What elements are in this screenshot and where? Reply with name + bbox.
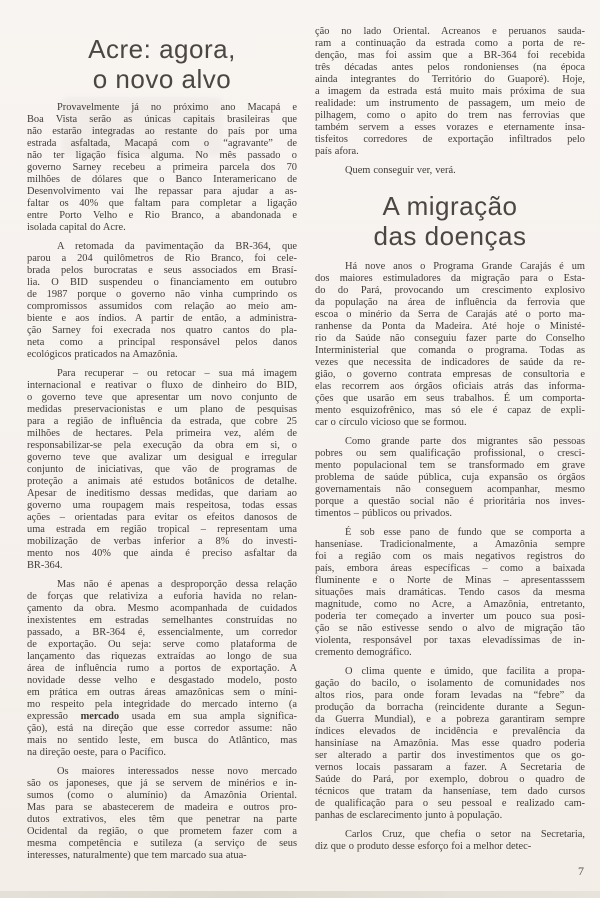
text-line: Mas não é apenas a desproporção dessa relação	[57, 579, 297, 590]
text-line: mo respeito pela integridade do mercado interno (a	[27, 699, 297, 710]
text-line: realidade: um instrumento de passagem, um meio de	[315, 98, 585, 109]
text-line: altos rios, para onde foram levadas na “febre” da	[315, 690, 585, 701]
text-line: de qualificação para o seu pessoal e realizado cam-	[315, 798, 585, 809]
text-line: governo teve que avalizar um desigual e irregular	[27, 452, 297, 463]
text-line: mobilização de verbas inferior a 8% do investi-	[27, 536, 297, 547]
text-line: A retomada da pavimentação da BR-364, que	[57, 241, 297, 252]
text-line: uma estrada em região tropical – representam uma	[27, 524, 297, 535]
text-line: mesma competência e sutileza (a serviço de seus	[27, 838, 297, 849]
text-line: Provavelmente já no próximo ano Macapá e	[57, 102, 297, 113]
text-line: dos maiores estimuladores da migração para o Esta-	[315, 273, 585, 284]
text-line: mento nos 40% que ainda é preciso asfaltar da	[27, 548, 297, 559]
text-line: situações mais dramáticas. Tendo casos da mesma	[315, 587, 585, 598]
text-line: ainda integrantes do Território do Guaporé). Hoje,	[315, 74, 585, 85]
text-line: parou a 204 quilômetros de Rio Branco, foi cele-	[27, 253, 297, 264]
text-line: ram a continuação da estrada como a porta de re-	[315, 38, 585, 49]
paragraph	[315, 666, 585, 822]
text-line: hanseníase. Tradicionalmente, a Amazônia sempre	[315, 539, 585, 550]
text-line: Desenvolvimento vai lhe repassar para ajudar a as-	[27, 186, 297, 197]
text-line: interesses, naturalmente) que tem marcado sua atua-	[27, 850, 247, 861]
text-line: proteção a animais até estudos botânicos de detalhe.	[27, 476, 297, 487]
paragraph	[315, 261, 585, 429]
text-line: pobres ou sem qualificação profissional, o cresci-	[315, 448, 585, 459]
text-line: inexistentes em estradas semelhantes construídas no	[27, 615, 297, 626]
text-line: três décadas antes pelos rondonienses (na época	[315, 62, 585, 73]
text-line: responsabilizar-se pela execução da obra em si, o	[27, 440, 297, 451]
text-line: governamentais não conseguem acompanhar, mesmo	[315, 484, 585, 495]
text-line: para a região de influência da estrada, que cobre 25	[27, 416, 297, 427]
text-line: ção Sarney foi execrada nos quatro cantos do pla-	[27, 325, 297, 336]
heading-line: das doenças	[373, 221, 527, 251]
text-line: ecológicos praticados na Amazônia.	[27, 349, 178, 360]
text-line: milhões de hectares. Pela primeira vez, além de	[27, 428, 297, 439]
text-line: escoa o minério da Serra de Carajás até o porto ma-	[315, 309, 585, 320]
text-line: a imagem da estrada está muito mais próxima de sua	[315, 86, 585, 97]
text-line: novidade desse velho e desgastado modelo, posto	[27, 675, 297, 686]
article-title-migracao	[315, 191, 585, 251]
paragraph	[315, 829, 585, 853]
paragraph	[315, 26, 585, 158]
text-line: hansiníase na Amazônia. Mas esse quadro poderia	[315, 738, 585, 749]
text-line: gião, o governo contrata empresas de consultoria e	[315, 369, 585, 380]
text-line: também servem a esses vorazes e eternamente insa-	[315, 122, 585, 133]
heading-line: Acre: agora,	[88, 34, 236, 64]
heading-line: A migração	[382, 191, 518, 221]
text-line: vernos locais passaram a fazer. A Secretaria de	[315, 762, 585, 773]
text-line: de 1987 porque o governo não vinha cumprindo os	[27, 289, 297, 300]
text-line: magnitude, como no Acre, a Amazônia, entretanto,	[315, 599, 585, 610]
text-line: área de influência rumo a portos de exportação. A	[27, 663, 297, 674]
text-line: Boa Vista serão as únicas capitais brasileiras que	[27, 114, 297, 125]
text-line: na direção oeste, para o Pacífico.	[27, 747, 167, 758]
paragraph	[27, 368, 297, 572]
text-line: do do Pará, provocando um crescimento explosivo	[315, 285, 585, 296]
text-line: denção, mas foi assim que a BR-364 foi recebida	[315, 50, 585, 61]
paragraph	[27, 241, 297, 361]
emphasized-word: mercado	[80, 711, 120, 722]
text-line: mento esquizofrênico, mas só ele é capaz de expli-	[315, 405, 585, 416]
text-line: país, embora áreas específicas – como a baixada	[315, 563, 585, 574]
text-line: mais no sentido leste, em busca do Atlântico, mas	[27, 735, 297, 746]
text-line: gação do bacilo, o isolamento de comunidades nos	[315, 678, 585, 689]
text-line: Interministerial que comanda o programa. Todas as	[315, 345, 585, 356]
text-line: elas recorrem aos órgãos oficiais atrás das informa-	[315, 381, 585, 392]
text-line: lia. O BID suspendeu o financiamento em outubro	[27, 277, 297, 288]
text-line: pilhagem, como o apito do trem nas ferrovias que	[315, 110, 585, 121]
text-line: são os japoneses, que já se servem de minérios e in-	[27, 778, 297, 789]
text-line: tisfeitos corredores de exportação infiltrados pelo	[315, 134, 585, 145]
text-line: BR-364.	[27, 560, 63, 571]
text-line: produção da borracha (reincidente durante a Segun-	[315, 702, 585, 713]
text-line: isolada capital do Acre.	[27, 222, 126, 233]
paragraph	[315, 527, 585, 659]
text-line: ção se não estivesse sendo o alvo de migração tão	[315, 623, 585, 634]
text-line: ção no lado Oriental. Acreanos e peruanos sauda-	[315, 26, 585, 37]
text-line: O clima quente e úmido, que facilita a propa-	[345, 666, 585, 677]
text-line: em prática em outras áreas amazônicas sem o míni-	[27, 687, 297, 698]
text-line: mento populacional tem se transformado em grave	[315, 460, 585, 471]
paragraph	[27, 102, 297, 234]
text-line: biente e aos índios. A partir de então, a administra-	[27, 313, 297, 324]
text-line: Os maiores interessados nesse novo mercado	[57, 766, 297, 777]
left-column	[27, 34, 297, 869]
text-line: medidas preservacionistas e um plano de pesquisas	[27, 404, 297, 415]
text-line: dutos extrativos, eles têm que penetrar na parte	[27, 814, 297, 825]
text-line: conjunto de iniciativas, que vão de programas de	[27, 464, 297, 475]
text-line: problema de saúde pública, cuja expansão os órgãos	[315, 472, 585, 483]
text-line: poderia ter começado a inverter um pouco sua posi-	[315, 611, 585, 622]
text-line: Apesar de ineditismo dessas medidas, que dariam ao	[27, 488, 297, 499]
text-line: milhões de dólares que o Banco Interamericano de	[27, 174, 297, 185]
text-line: sumos (como o alumínio) da Amazônia Oriental.	[27, 790, 297, 801]
text-line: brada pelos burocratas e seus associados em Brasí-	[27, 265, 297, 276]
text-line: o governo teve que apresentar um novo conjunto de	[27, 392, 297, 403]
text-line: cremento demográfico.	[315, 647, 412, 658]
text-line: passado, a BR-364 é, essencialmente, um corredor	[27, 627, 297, 638]
text-line: país afora.	[315, 146, 359, 157]
right-column	[315, 26, 585, 860]
text-line: de exportação. Ou seja: serve como plataforma de	[27, 639, 297, 650]
heading-line: o novo alvo	[92, 64, 232, 94]
paragraph	[315, 436, 585, 520]
scan-edge-band	[0, 891, 600, 898]
text-line: Quem conseguir ver, verá.	[345, 165, 456, 176]
text-line: técnicos que tratam da hanseníase, tem dado cursos	[315, 786, 585, 797]
text-line: Para recuperar – ou retocar – sua má imagem	[57, 368, 297, 379]
text-line: não ter ligação física alguma. No mês passado o	[27, 150, 297, 161]
text-line: vezes que necessita de indicadores de saúde da re-	[315, 357, 585, 368]
text-line: ranhense da Ponta da Madeira. Até hoje o Ministé-	[315, 321, 585, 332]
text-line: Mas para se abastecerem de madeira e outros pro-	[27, 802, 297, 813]
text-line: É sob esse pano de fundo que se comporta a	[345, 527, 585, 538]
text-line: ser alterado a partir dos investimentos que os go-	[315, 750, 585, 761]
text-line: de forças que relativiza a euforia havida no relan-	[27, 591, 297, 602]
paragraph	[27, 766, 297, 862]
text-line: Ocidental da região, o que prometem fazer com a	[27, 826, 297, 837]
text-line: ção), está na direção que esse corredor assume: não	[27, 723, 297, 734]
text-line: entre Porto Velho e Rio Branco, a abandonada e	[27, 210, 297, 221]
text-line: governo Sarney recebeu a primeira parcela dos 70	[27, 162, 297, 173]
text-line: Como grande parte dos migrantes são pessoas	[345, 436, 585, 447]
text-line: diz que o produto desse esforço foi a melhor detec-	[315, 841, 532, 852]
text-line: da população na área de influência da ferrovia que	[315, 297, 585, 308]
text-line: não estarão integradas ao restante do país por uma	[27, 126, 297, 137]
text-line: índices elevados de incidência e prevalência da	[315, 726, 585, 737]
text-line: internacional e reativar o fluxo de dinheiro do BID,	[27, 380, 297, 391]
text-line: Há nove anos o Programa Grande Carajás é um	[345, 261, 585, 272]
text-line: faltar os 40% que faltam para completar a ligação	[27, 198, 297, 209]
text-line: ações – orientadas para evitar os efeitos danosos de	[27, 512, 297, 523]
text-line: ções que usarão em seus trabalhos. É um comporta-	[315, 393, 585, 404]
text-line: neta como a principal responsável pelos danos	[27, 337, 297, 348]
page-number: 7	[578, 864, 584, 878]
text-line: Saúde do Pará, por exemplo, dobrou o quadro de	[315, 774, 585, 785]
text-line: expressão mercado usada em sua ampla significa-	[27, 711, 297, 722]
text-line: da Guerra Mundial), e a pobreza garantiram sempre	[315, 714, 585, 725]
text-line: rio da Saúde não conseguiu fazer parte do Conselho	[315, 333, 585, 344]
text-line: fluminente e o Norte de Minas – apresentasssem	[315, 575, 585, 586]
text-line: compromissos assumidos com relação ao meio am-	[27, 301, 297, 312]
text-line: governo uma roupagem mais respeitosa, todas essas	[27, 500, 297, 511]
paragraph	[27, 579, 297, 759]
text-line: panhas de esclarecimento junto à população.	[315, 810, 503, 821]
paragraph	[315, 165, 585, 177]
text-line: estrada asfaltada, Macapá com o “agravante” de	[27, 138, 297, 149]
text-line: porque a questão social não é prioritária nos inves-	[315, 496, 585, 507]
text-line: Carlos Cruz, que chefia o setor na Secretaria,	[345, 829, 585, 840]
text-line: çamento da obra. Mesmo acompanhada de cuidados	[27, 603, 297, 614]
article-title-acre	[27, 34, 297, 94]
text-line: violenta, responsável por taxas elevadíssimas de in-	[315, 635, 585, 646]
text-line: car o círculo vicioso que se formou.	[315, 417, 467, 428]
text-line: lançamento das riquezas extraídas ao longo de sua	[27, 651, 297, 662]
text-line: timentos – públicos ou privados.	[315, 508, 452, 519]
text-line: foi a região com os mais negativos registros do	[315, 551, 585, 562]
